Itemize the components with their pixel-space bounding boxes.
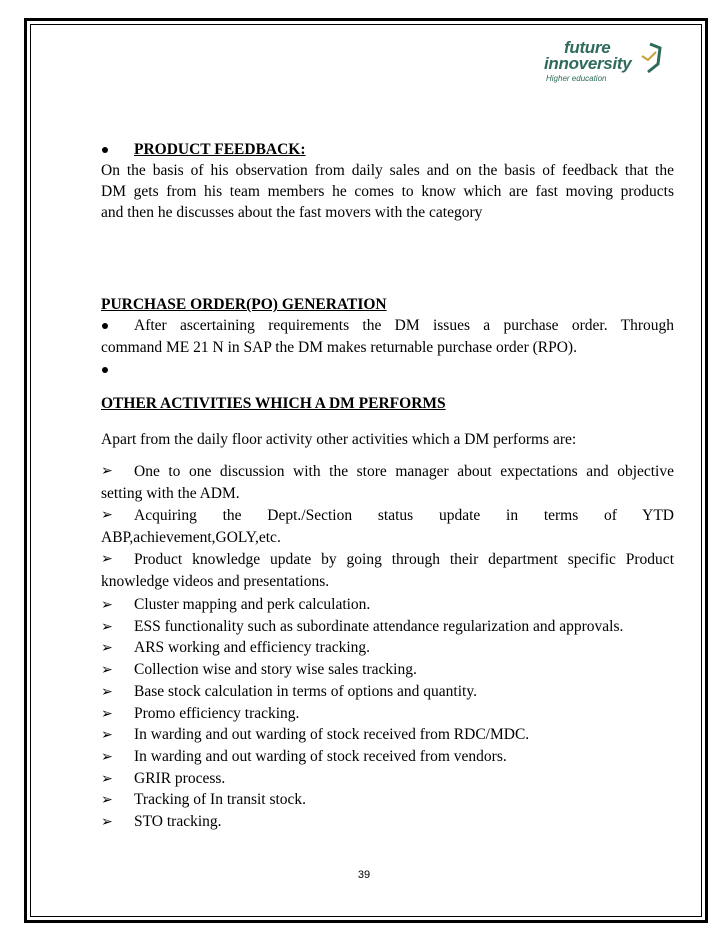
list-item-continuation: knowledge videos and presentations. [101,573,330,590]
product-feedback-line-2: DM gets from his team members he comes to know which are fast moving products [101,183,674,200]
other-activities-intro: Apart from the daily floor activity other activities which a DM performs are: [101,431,577,448]
arrow-bullet-icon: ➢ [101,597,113,613]
list-item-continuation: ABP,achievement,GOLY,etc. [101,529,281,546]
list-item [101,659,674,682]
po-generation-heading: PURCHASE ORDER(PO) GENERATION [101,296,387,313]
list-item [101,637,674,660]
list-item-text: Collection wise and story wise sales tracking. [134,661,417,679]
list-item [101,549,674,571]
list-item [101,746,674,769]
po-generation-line-1: After ascertaining requirements the DM issues a purchase order. Through [134,317,674,334]
list-item-text: In warding and out warding of stock received from RDC/MDC. [134,726,530,744]
list-item-text: One to one discussion with the store manager about expectations and objective [134,463,674,480]
future-innoversity-logo [542,38,662,88]
list-item-text: Cluster mapping and perk calculation. [134,596,371,613]
list-item-text: ESS functionality such as subordinate attendance regularization and approvals. [134,617,624,635]
list-item-text: Tracking of In transit stock. [134,791,307,809]
list-item [101,616,674,639]
list-item [101,811,674,834]
logo-text-innoversity: innoversity [544,54,632,73]
empty-bullet-row [101,359,674,381]
bullet-dot-icon [101,315,134,337]
logo-tagline: Higher education [546,74,607,83]
list-item-text: In warding and out warding of stock received from vendors. [134,747,507,765]
arrow-bullet-icon: ➢ [101,463,113,479]
product-feedback-line-3: and then he discusses about the fast movers with the category [101,204,483,221]
arrow-bullet-icon: ➢ [101,618,113,635]
list-item [101,703,674,726]
list-item [101,461,674,483]
logo-text-future: future [564,38,611,57]
product-feedback-heading-row [101,139,674,161]
arrow-bullet-icon: ➢ [101,640,113,657]
list-item-text: Promo efficiency tracking. [134,704,300,722]
product-feedback-heading: PRODUCT FEEDBACK: [134,141,306,158]
bullet-dot-icon [101,359,134,381]
list-item [101,505,674,527]
arrow-bullet-icon: ➢ [101,705,113,722]
list-item-text: Acquiring the Dept./Section status update in terms of YTD [134,507,674,524]
po-generation-line-2: command ME 21 N in SAP the DM makes returnable purchase order (RPO). [101,339,577,356]
arrow-bullet-icon: ➢ [101,507,113,523]
list-item-text: Product knowledge update by going through their department specific Product [134,551,674,568]
arrow-bullet-icon: ➢ [101,662,113,679]
list-item [101,594,674,617]
list-item [101,681,674,704]
list-item [101,768,674,791]
arrow-bullet-icon: ➢ [101,727,113,744]
arrow-bullet-icon: ➢ [101,683,113,700]
list-item-text: ARS working and efficiency tracking. [134,639,371,657]
po-generation-bullet-row [101,315,674,337]
arrow-bullet-icon: ➢ [101,770,113,787]
list-item-continuation: setting with the ADM. [101,485,240,502]
arrow-bullet-icon: ➢ [101,551,113,567]
list-item-text: Base stock calculation in terms of options and quantity. [134,682,477,700]
list-item-text: GRIR process. [134,769,226,787]
bullet-dot-icon [101,139,134,161]
list-item-text: STO tracking. [134,813,222,830]
other-activities-heading: OTHER ACTIVITIES WHICH A DM PERFORMS [101,395,446,412]
page-number: 39 [357,869,371,881]
list-item [101,789,674,812]
arrow-bullet-icon: ➢ [101,792,113,809]
arrow-bullet-icon: ➢ [101,748,113,765]
list-item [101,724,674,747]
product-feedback-line-1: On the basis of his observation from daily sales and on the basis of feedback that the [101,162,674,179]
arrow-bullet-icon: ➢ [101,814,113,830]
